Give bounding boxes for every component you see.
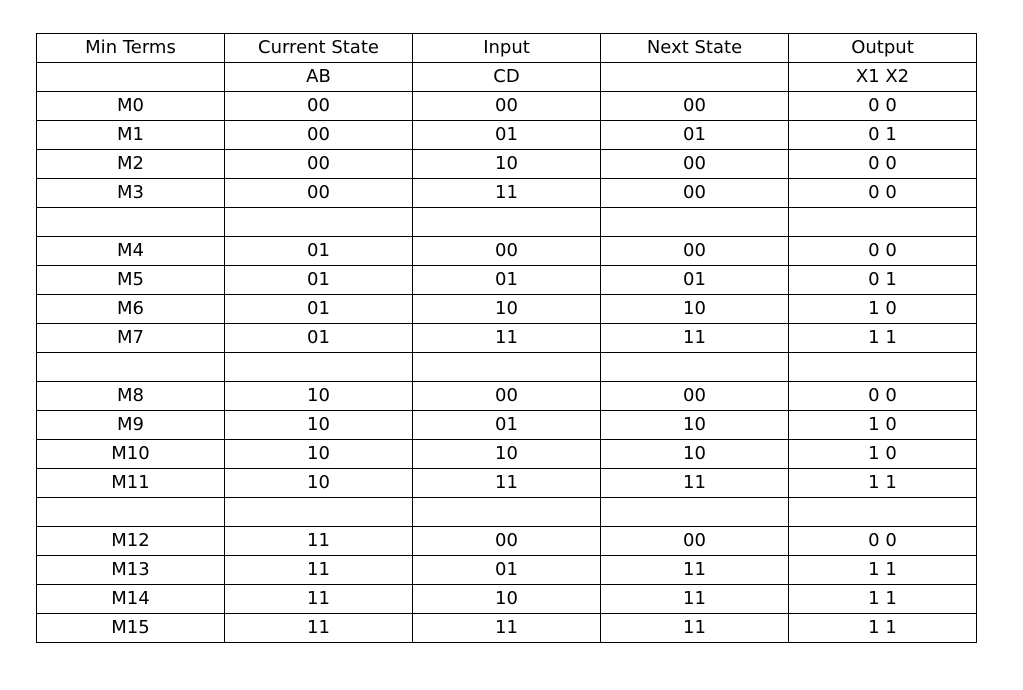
input-cell: 10 [413,440,601,469]
output-cell: 1 1 [789,585,977,614]
table-row [37,179,977,208]
next-state-cell: 00 [601,382,789,411]
table-row [37,585,977,614]
next-state-cell: 11 [601,585,789,614]
input-cell: 00 [413,237,601,266]
output-cell: Output [789,34,977,63]
output-cell: 1 1 [789,556,977,585]
next-state-cell [601,63,789,92]
min-term-cell: M4 [37,237,225,266]
table-row [37,324,977,353]
output-cell: 1 0 [789,295,977,324]
current-state-cell: 00 [225,121,413,150]
min-term-cell: M13 [37,556,225,585]
input-cell: CD [413,63,601,92]
min-term-cell: M3 [37,179,225,208]
table-row [37,121,977,150]
min-term-cell: M8 [37,382,225,411]
current-state-cell: 11 [225,585,413,614]
min-term-cell: M2 [37,150,225,179]
table-row [37,266,977,295]
min-term-cell [37,353,225,382]
input-cell: 11 [413,614,601,643]
table-row [37,382,977,411]
next-state-cell: 00 [601,527,789,556]
min-term-cell: M12 [37,527,225,556]
current-state-cell [225,353,413,382]
table-row [37,614,977,643]
min-term-cell: M7 [37,324,225,353]
next-state-cell: 10 [601,411,789,440]
min-term-cell: M1 [37,121,225,150]
table-row [37,556,977,585]
next-state-cell: 11 [601,614,789,643]
next-state-cell: 00 [601,150,789,179]
output-cell [789,353,977,382]
min-term-cell: Min Terms [37,34,225,63]
min-term-cell: M9 [37,411,225,440]
output-cell: 0 1 [789,266,977,295]
min-term-cell [37,63,225,92]
current-state-cell: Current State [225,34,413,63]
current-state-cell [225,498,413,527]
input-cell [413,208,601,237]
table-row [37,411,977,440]
input-cell [413,353,601,382]
output-cell: 1 0 [789,440,977,469]
table-row [37,469,977,498]
table-row [37,295,977,324]
input-cell: 11 [413,469,601,498]
min-term-cell: M5 [37,266,225,295]
table-body [37,34,977,643]
output-cell [789,208,977,237]
input-cell: 11 [413,179,601,208]
next-state-cell: 01 [601,266,789,295]
current-state-cell: 11 [225,614,413,643]
output-cell: 0 1 [789,121,977,150]
next-state-cell [601,353,789,382]
separator-row [37,353,977,382]
current-state-cell: 10 [225,469,413,498]
input-cell: 01 [413,266,601,295]
next-state-cell: 10 [601,295,789,324]
current-state-cell: 01 [225,295,413,324]
next-state-cell [601,208,789,237]
table-row [37,237,977,266]
output-cell: 0 0 [789,382,977,411]
min-term-cell: M6 [37,295,225,324]
current-state-cell: 00 [225,92,413,121]
input-cell: 01 [413,556,601,585]
output-cell [789,498,977,527]
current-state-cell [225,208,413,237]
subheader-row [37,63,977,92]
current-state-cell: 00 [225,179,413,208]
input-cell: 00 [413,92,601,121]
current-state-cell: 01 [225,266,413,295]
current-state-cell: 01 [225,237,413,266]
next-state-cell: Next State [601,34,789,63]
input-cell: 11 [413,324,601,353]
header-row [37,34,977,63]
output-cell: 0 0 [789,179,977,208]
next-state-cell: 00 [601,92,789,121]
next-state-cell [601,498,789,527]
separator-row [37,208,977,237]
input-cell [413,498,601,527]
input-cell: Input [413,34,601,63]
next-state-cell: 11 [601,556,789,585]
output-cell: 0 0 [789,92,977,121]
next-state-cell: 00 [601,237,789,266]
separator-row [37,498,977,527]
input-cell: 00 [413,527,601,556]
input-cell: 00 [413,382,601,411]
min-term-cell: M0 [37,92,225,121]
input-cell: 10 [413,585,601,614]
current-state-cell: 00 [225,150,413,179]
next-state-cell: 00 [601,179,789,208]
next-state-cell: 10 [601,440,789,469]
min-term-cell [37,498,225,527]
output-cell: 1 1 [789,324,977,353]
min-term-cell: M11 [37,469,225,498]
current-state-cell: 01 [225,324,413,353]
current-state-cell: 10 [225,411,413,440]
input-cell: 10 [413,295,601,324]
output-cell: 0 0 [789,237,977,266]
current-state-cell: 11 [225,556,413,585]
next-state-cell: 11 [601,324,789,353]
state-table [36,33,977,643]
min-term-cell: M14 [37,585,225,614]
output-cell: 1 0 [789,411,977,440]
table-row [37,150,977,179]
output-cell: 0 0 [789,150,977,179]
min-term-cell [37,208,225,237]
output-cell: X1 X2 [789,63,977,92]
table-row [37,527,977,556]
current-state-cell: AB [225,63,413,92]
input-cell: 01 [413,411,601,440]
next-state-cell: 01 [601,121,789,150]
input-cell: 10 [413,150,601,179]
output-cell: 1 1 [789,614,977,643]
input-cell: 01 [413,121,601,150]
min-term-cell: M10 [37,440,225,469]
current-state-cell: 10 [225,382,413,411]
current-state-cell: 10 [225,440,413,469]
output-cell: 1 1 [789,469,977,498]
table-row [37,440,977,469]
next-state-cell: 11 [601,469,789,498]
output-cell: 0 0 [789,527,977,556]
min-term-cell: M15 [37,614,225,643]
current-state-cell: 11 [225,527,413,556]
table-row [37,92,977,121]
